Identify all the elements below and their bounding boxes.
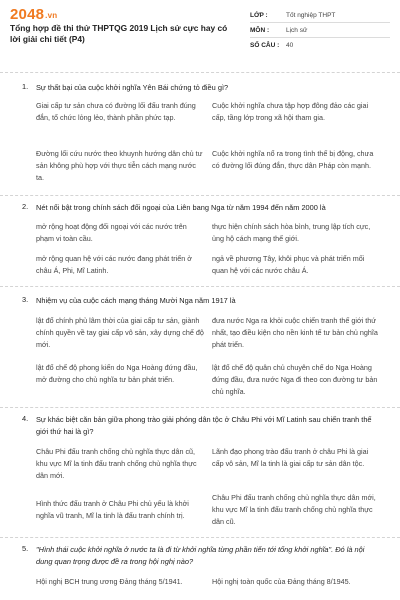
question-2 (0, 202, 400, 294)
meta-key: LỚP : (250, 11, 268, 19)
meta-row-class (250, 8, 390, 23)
meta-key: SỐ CÂU : (250, 42, 280, 49)
option[interactable]: Cuộc khởi nghĩa nổ ra trong tình thế bị động, chưa có đường lối đúng đắn, thực dân Pháp còn mạnh. (212, 149, 374, 170)
meta-value: Lịch sử (286, 26, 308, 34)
divider (0, 72, 400, 73)
option[interactable]: mở rộng hoạt động đối ngoại với các nước trên phạm vi toàn cầu. (36, 222, 187, 243)
option[interactable]: ngả về phương Tây, khôi phục và phát triển mối quan hệ với các nước châu Á. (212, 254, 365, 275)
divider (0, 407, 400, 408)
question-number: 3. (22, 295, 29, 304)
meta-key: MÔN : (250, 26, 270, 34)
option[interactable]: Châu Phi đấu tranh chống chủ nghĩa thực dân mới, khu vực Mĩ la tinh đấu tranh chống chủ nghĩa thực dân cũ. (212, 493, 376, 526)
logo-main: 2048 (10, 6, 45, 23)
meta-value: Tốt nghiệp THPT (286, 11, 336, 19)
question-5 (0, 544, 400, 598)
document-header (0, 0, 400, 70)
logo-suffix: .vn (45, 11, 58, 20)
option[interactable]: Châu Phi đấu tranh chống chủ nghĩa thực dân cũ, khu vực Mĩ la tinh đấu tranh chống chủ nghĩa thực dân mới. (36, 447, 197, 480)
option[interactable]: lật đổ chế độ quân chủ chuyên chế do Nga Hoàng đứng đầu, đưa nước Nga đi theo con đường tư bản chủ nghĩa. (212, 363, 378, 396)
question-number: 1. (22, 82, 29, 91)
question-text: "Hình thái cuộc khởi nghĩa ở nước ta là đi từ khởi nghĩa từng phần tiến tới tổng khởi nghĩa". Đó là nội dung quan trọng được đề ra trong hội nghị nào? (36, 545, 365, 566)
question-text: Nét nổi bật trong chính sách đối ngoại của Liên bang Nga từ năm 1994 đến năm 2000 là (36, 203, 326, 212)
option[interactable]: Cuộc khởi nghĩa chưa tập hợp đông đảo các giai cấp, tầng lớp trong xã hội tham gia. (212, 101, 369, 122)
option[interactable]: Hình thức đấu tranh ở Châu Phi chủ yếu là khởi nghĩa vũ tranh, Mĩ la tinh là đấu tranh chính trị. (36, 499, 189, 520)
option[interactable]: thực hiện chính sách hòa bình, trung lập tích cực, ủng hộ cách mạng thế giới. (212, 222, 371, 243)
question-text: Sự thất bại của cuộc khởi nghĩa Yên Bái chứng tỏ điều gì? (36, 83, 229, 92)
site-logo[interactable] (10, 6, 57, 23)
question-1 (0, 82, 400, 197)
option[interactable]: Giai cấp tư sản chưa có đường lối đấu tranh đúng đắn, tổ chức lỏng lẻo, thành phần phức tạp. (36, 101, 196, 122)
option[interactable]: mở rộng quan hệ với các nước đang phát triển ở châu Á, Phi, Mĩ Latinh. (36, 254, 192, 275)
option[interactable]: lật đổ chế độ phong kiến do Nga Hoàng đứng đầu, mở đường cho chủ nghĩa tư bản phát triển. (36, 363, 198, 384)
meta-row-count (250, 38, 390, 53)
option[interactable]: lật đổ chính phủ lâm thời của giai cấp tư sản, giành chính quyền về tay giai cấp vô sản, xây dựng chế độ mới. (36, 316, 204, 349)
question-number: 2. (22, 202, 29, 211)
question-number: 5. (22, 544, 29, 553)
option[interactable]: Hội nghị toàn quốc của Đảng tháng 8/1945. (212, 577, 351, 586)
question-number: 4. (22, 414, 29, 423)
divider (0, 286, 400, 287)
option[interactable]: Lãnh đạo phong trào đấu tranh ở châu Phi là giai cấp vô sản, Mĩ la tinh là giai cấp tư sản dân tộc. (212, 447, 369, 468)
document-title: Tổng hợp đề thi thử THPTQG 2019 Lịch sử cực hay có lời giải chi tiết (P4) (10, 23, 228, 44)
option[interactable]: Hội nghị BCH trung ương Đảng tháng 5/1941. (36, 577, 183, 586)
divider (0, 537, 400, 538)
question-3 (0, 295, 400, 407)
option[interactable]: đưa nước Nga ra khỏi cuộc chiến tranh thế giới thứ nhất, tạo điều kiện cho nền kinh tế tư bản chủ nghĩa phát triển. (212, 316, 378, 349)
option[interactable]: Đường lối cứu nước theo khuynh hướng dân chủ tư sản không phù hợp với thực tiễn cách mạng nước ta. (36, 149, 203, 182)
meta-value: 40 (286, 42, 294, 49)
divider (0, 195, 400, 196)
meta-row-subject (250, 23, 390, 38)
meta-table (250, 8, 390, 53)
question-text: Sự khác biệt căn bản giữa phong trào giải phóng dân tộc ở Châu Phi với Mĩ Latinh sau chiến tranh thế giới thứ hai là gì? (36, 415, 372, 436)
question-4 (0, 414, 400, 539)
question-text: Nhiệm vụ của cuộc cách mạng tháng Mười Nga năm 1917 là (36, 296, 236, 305)
